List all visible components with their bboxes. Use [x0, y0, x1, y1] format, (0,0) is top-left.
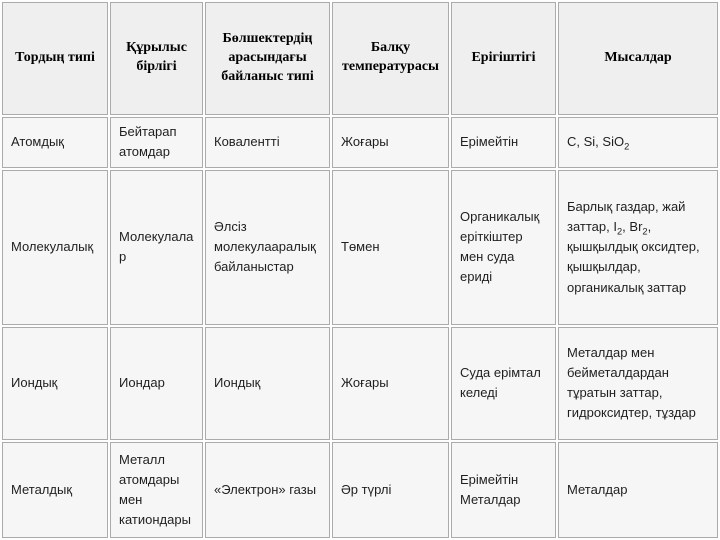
table-cell: Иондар — [110, 327, 203, 440]
header-row — [2, 2, 718, 115]
table-cell: Әр түрлі — [332, 442, 449, 538]
column-header-examples: Мысалдар — [558, 2, 718, 115]
table-row-atomic — [2, 117, 718, 168]
table-cell: «Электрон» газы — [205, 442, 330, 538]
table-cell: C, Si, SiO$_2$ — [558, 117, 718, 168]
table-cell: Ерімейтін Металдар — [451, 442, 556, 538]
table-cell: Иондық — [2, 327, 108, 440]
table-cell: Иондық — [205, 327, 330, 440]
table-cell: Металл атомдары мен катиондары — [110, 442, 203, 538]
table-cell: Молекулалар — [110, 170, 203, 325]
table-cell: Органикалық еріткіштер мен суда ериді — [451, 170, 556, 325]
table-cell: Төмен — [332, 170, 449, 325]
table-row-ionic — [2, 327, 718, 440]
table-cell: Металдық — [2, 442, 108, 538]
table-cell: Жоғары — [332, 117, 449, 168]
table-row-molecular — [2, 170, 718, 325]
column-header-bond-type: Бөлшектердің арасындағы байланыс типі — [205, 2, 330, 115]
column-header-lattice-type: Тордың типі — [2, 2, 108, 115]
table-cell: Бейтарап атомдар — [110, 117, 203, 168]
table-cell: Ковалентті — [205, 117, 330, 168]
column-header-solubility: Ерігіштігі — [451, 2, 556, 115]
table-cell: Жоғары — [332, 327, 449, 440]
table-cell: Ерімейтін — [451, 117, 556, 168]
column-header-structural-unit: Құрылыс бірлігі — [110, 2, 203, 115]
table-row-metallic — [2, 442, 718, 538]
table-cell: Атомдық — [2, 117, 108, 168]
table-cell: Металдар — [558, 442, 718, 538]
table-cell: Суда ерімтал келеді — [451, 327, 556, 440]
table-cell: Молекулалық — [2, 170, 108, 325]
table-cell: Әлсіз молекулааралық байланыстар — [205, 170, 330, 325]
column-header-melting-temperature: Балқу температурасы — [332, 2, 449, 115]
table-cell: Металдар мен бейметалдардан тұратын заттар, гидроксидтер, тұздар — [558, 327, 718, 440]
table-cell: Барлық газдар, жай заттар, $I_2$, $Br_2$, қышқылдық оксидтер, қышқылдар, органикалық заттар — [558, 170, 718, 325]
